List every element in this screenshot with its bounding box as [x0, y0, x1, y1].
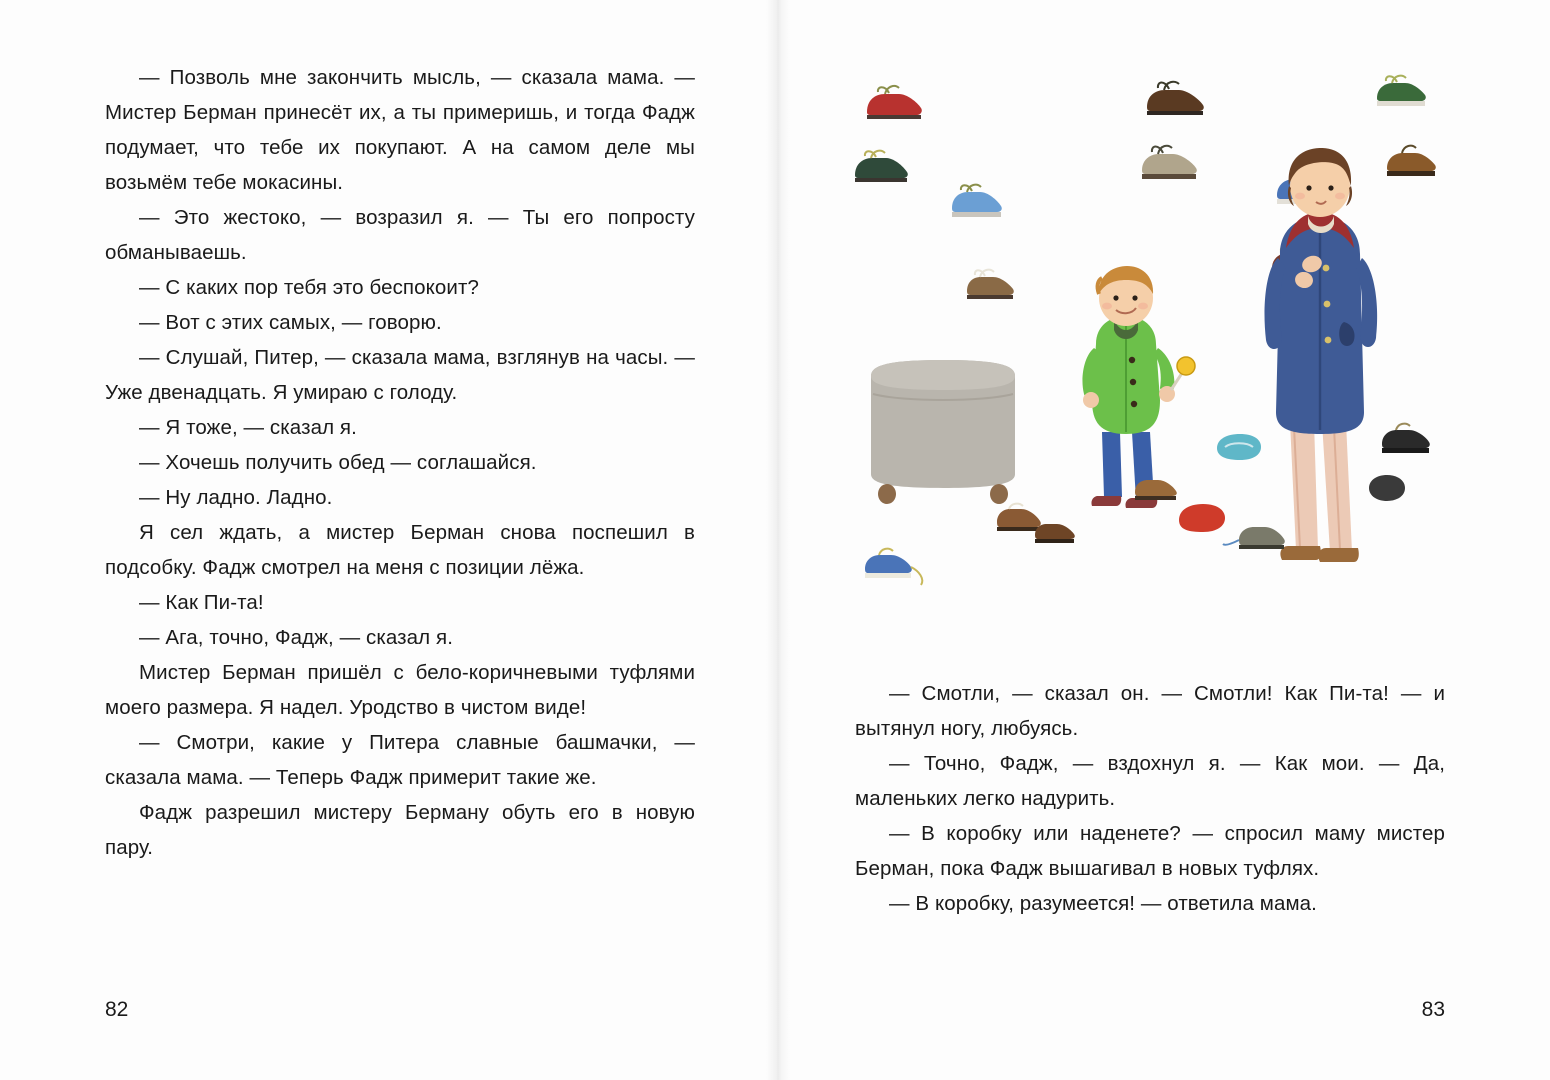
shoe-icon — [1377, 76, 1426, 106]
paragraph: — В коробку или наденете? — спросил маму мистер Берман, пока Фадж вышагивал в новых туфлях. — [855, 822, 1445, 880]
paragraph: — С каких пор тебя это беспокоит? — [139, 276, 479, 299]
shoe-icon — [1147, 82, 1204, 115]
shoe-icon — [865, 549, 922, 585]
paragraph: — Ага, точно, Фадж, — сказал я. — [139, 626, 454, 649]
slipper-icon — [1179, 504, 1225, 532]
shoe-store-illustration — [845, 54, 1445, 654]
paragraph: Фадж разрешил мистеру Берману обуть его в новую пару. — [105, 801, 695, 859]
shoe-icon — [1223, 527, 1285, 549]
paragraph: — Хочешь получить обед — соглашайся. — [139, 451, 537, 474]
boy-character — [1082, 266, 1195, 508]
paragraph: — Смотри, какие у Питера славные башмачки, — сказала мама. — Теперь Фадж примерит такие же. — [105, 731, 695, 789]
paragraph: — Как Пи-та! — [139, 591, 264, 614]
ottoman — [871, 360, 1015, 504]
shoe-icon — [997, 504, 1041, 531]
paragraph: — Ну ладно. Ладно. — [139, 486, 333, 509]
shoe-icon — [1135, 480, 1177, 500]
shoe-icon — [1369, 475, 1405, 501]
page-number: 83 — [1421, 998, 1445, 1021]
shoe-icon — [1387, 146, 1436, 176]
paragraph: — Смотли, — сказал он. — Смотли! Как Пи-та! — и вытянул ногу, любуясь. — [855, 682, 1445, 740]
paragraph: — Это жестоко, — возразил я. — Ты его попросту обманываешь. — [105, 206, 695, 264]
paragraph: Я сел ждать, а мистер Берман снова поспешил в подсобку. Фадж смотрел на меня с позиции лёжа. — [105, 521, 695, 579]
paragraph: — В коробку, разумеется! — ответила мама. — [889, 892, 1317, 915]
woman-character — [1265, 148, 1378, 562]
shoe-icon — [867, 86, 922, 119]
shoe-icon — [967, 270, 1014, 299]
shoe-icon — [855, 151, 908, 182]
shoe-icon — [1382, 424, 1430, 453]
paragraph: — Позволь мне закончить мысль, — сказала мама. — Мистер Берман принесёт их, а ты примеришь, и тогда Фадж подумает, что тебе их покупают. А на самом деле мы возьмём тебе мокасины. — [105, 66, 695, 194]
slipper-icon — [1217, 434, 1261, 460]
left-page-text — [105, 60, 695, 865]
paragraph: — Точно, Фадж, — вздохнул я. — Как мои. — Да, маленьких легко надурить. — [855, 752, 1445, 810]
shoe-icon — [952, 185, 1002, 217]
paragraph: — Я тоже, — сказал я. — [139, 416, 357, 439]
paragraph: Мистер Берман пришёл с бело-коричневыми туфлями моего размера. Я надел. Уродство в чистом виде! — [105, 661, 695, 719]
right-page-text — [855, 676, 1445, 921]
paragraph: — Слушай, Питер, — сказала мама, взглянув на часы. — Уже двенадцать. Я умираю с голоду. — [105, 346, 695, 404]
shoe-icon — [1035, 524, 1075, 543]
shoe-icon — [1142, 146, 1197, 179]
page-number: 82 — [105, 998, 129, 1021]
paragraph: — Вот с этих самых, — говорю. — [139, 311, 442, 334]
right-page — [775, 0, 1550, 1080]
